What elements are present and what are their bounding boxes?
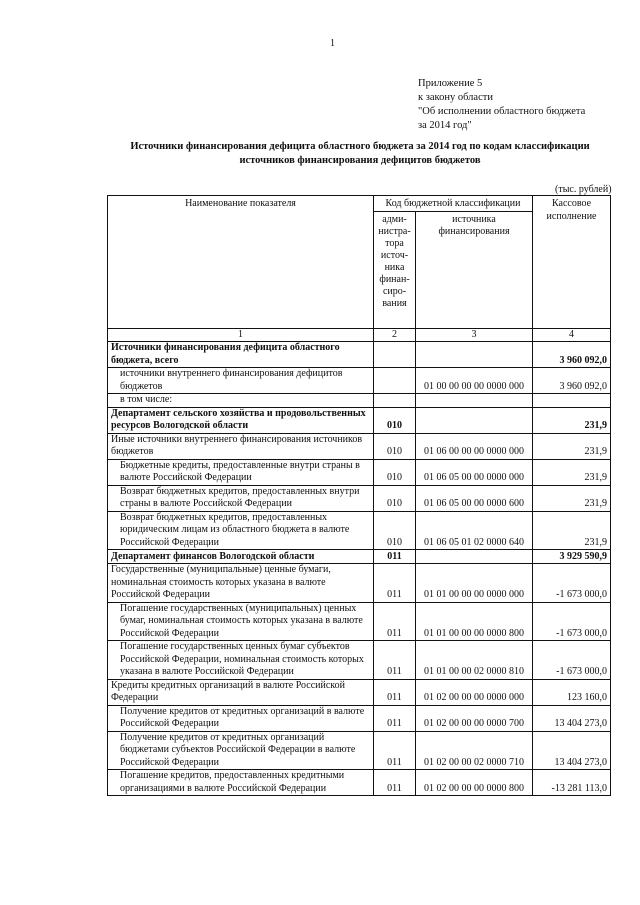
row-value: 231,9	[533, 433, 611, 459]
row-admin-code: 011	[374, 564, 416, 603]
header-exec: Кассовое исполнение	[533, 196, 611, 329]
row-value: -1 673 000,0	[533, 641, 611, 680]
row-value: -1 673 000,0	[533, 564, 611, 603]
row-name: Департамент сельского хозяйства и продовольственных ресурсов Вологодской области	[108, 407, 374, 433]
row-source-code	[416, 342, 533, 368]
row-value: 231,9	[533, 511, 611, 550]
row-source-code: 01 02 00 00 00 0000 700	[416, 705, 533, 731]
header-admin	[374, 211, 416, 328]
table-row	[108, 485, 611, 511]
row-admin-code	[374, 342, 416, 368]
row-name: Иные источники внутреннего финансирования источников бюджетов	[108, 433, 374, 459]
table-row	[108, 770, 611, 796]
appendix-note	[418, 77, 585, 133]
row-name: Департамент финансов Вологодской области	[108, 550, 374, 564]
financing-table	[107, 195, 611, 796]
row-value: 231,9	[533, 485, 611, 511]
row-admin-code: 010	[374, 433, 416, 459]
row-admin-code: 011	[374, 679, 416, 705]
row-source-code: 01 06 05 00 00 0000 000	[416, 459, 533, 485]
title-line: Источники финансирования дефицита областного бюджета за 2014 год по кодам классификации	[130, 141, 590, 152]
header-source: источника финансирования	[416, 211, 533, 328]
table-row	[108, 407, 611, 433]
row-admin-code: 011	[374, 641, 416, 680]
column-number: 3	[416, 328, 533, 342]
appendix-line: Приложение 5	[418, 78, 483, 89]
column-number: 4	[533, 328, 611, 342]
table-row	[108, 705, 611, 731]
units-note: (тыс. рублей)	[555, 184, 612, 195]
row-value: 123 160,0	[533, 679, 611, 705]
row-source-code: 01 02 00 00 00 0000 800	[416, 770, 533, 796]
row-source-code	[416, 394, 533, 408]
row-admin-code: 010	[374, 459, 416, 485]
row-value: 3 960 092,0	[533, 342, 611, 368]
row-value: 13 404 273,0	[533, 731, 611, 770]
appendix-line: "Об исполнении областного бюджета	[418, 106, 586, 117]
row-admin-code	[374, 394, 416, 408]
appendix-line: к закону области	[418, 92, 493, 103]
row-source-code: 01 06 05 01 02 0000 640	[416, 511, 533, 550]
row-value: -1 673 000,0	[533, 602, 611, 641]
row-source-code: 01 01 00 00 00 0000 000	[416, 564, 533, 603]
table-row	[108, 342, 611, 368]
row-admin-code: 011	[374, 770, 416, 796]
row-name: в том числе:	[108, 394, 374, 408]
table-row	[108, 433, 611, 459]
table-row	[108, 641, 611, 680]
row-admin-code: 011	[374, 705, 416, 731]
document-title	[110, 140, 610, 168]
row-source-code: 01 02 00 00 02 0000 710	[416, 731, 533, 770]
row-name: источники внутреннего финансирования дефицитов бюджетов	[108, 368, 374, 394]
row-value	[533, 394, 611, 408]
row-name: Возврат бюджетных кредитов, предоставленных юридическим лицам из областного бюджета в валюте Российской Федерации	[108, 511, 374, 550]
row-admin-code: 011	[374, 731, 416, 770]
row-source-code: 01 01 00 00 02 0000 810	[416, 641, 533, 680]
column-number: 2	[374, 328, 416, 342]
table-row	[108, 368, 611, 394]
table-row	[108, 679, 611, 705]
row-admin-code: 010	[374, 485, 416, 511]
row-source-code: 01 06 05 00 00 0000 600	[416, 485, 533, 511]
row-name: Погашение кредитов, предоставленных кредитными организациями в валюте Российской Федерации	[108, 770, 374, 796]
row-source-code: 01 06 00 00 00 0000 000	[416, 433, 533, 459]
row-admin-code: 010	[374, 407, 416, 433]
page-number: 1	[330, 38, 335, 49]
table-row	[108, 511, 611, 550]
row-admin-code	[374, 368, 416, 394]
table-row	[108, 564, 611, 603]
table-row	[108, 459, 611, 485]
header-code: Код бюджетной классификации	[374, 196, 533, 212]
row-value: 3 960 092,0	[533, 368, 611, 394]
appendix-line: за 2014 год"	[418, 120, 472, 131]
row-admin-code: 011	[374, 550, 416, 564]
row-source-code: 01 01 00 00 00 0000 800	[416, 602, 533, 641]
row-name: Источники финансирования дефицита областного бюджета, всего	[108, 342, 374, 368]
row-admin-code: 010	[374, 511, 416, 550]
column-number: 1	[108, 328, 374, 342]
row-name: Возврат бюджетных кредитов, предоставленных внутри страны в валюте Российской Федерации	[108, 485, 374, 511]
row-value: 13 404 273,0	[533, 705, 611, 731]
row-value: 231,9	[533, 459, 611, 485]
table-body	[108, 342, 611, 796]
row-source-code: 01 00 00 00 00 0000 000	[416, 368, 533, 394]
row-name: Погашение государственных ценных бумаг субъектов Российской Федерации, номинальная стоимость которых указана в валюте Российской Федерации	[108, 641, 374, 680]
table-row	[108, 602, 611, 641]
row-name: Погашение государственных (муниципальных) ценных бумаг, номинальная стоимость которых указана в валюте Российской Федерации	[108, 602, 374, 641]
row-value: 3 929 590,9	[533, 550, 611, 564]
row-admin-code: 011	[374, 602, 416, 641]
row-name: Кредиты кредитных организаций в валюте Российской Федерации	[108, 679, 374, 705]
header-name: Наименование показателя	[108, 196, 374, 329]
row-value: 231,9	[533, 407, 611, 433]
table-row	[108, 394, 611, 408]
row-source-code: 01 02 00 00 00 0000 000	[416, 679, 533, 705]
header-admin-text: адми- нистра- тора источ- ника финан- сиро- вания	[378, 213, 411, 309]
title-line: источников финансирования дефицитов бюджетов	[239, 155, 481, 166]
row-source-code	[416, 407, 533, 433]
table-row	[108, 550, 611, 564]
row-name: Получение кредитов от кредитных организаций бюджетами субъектов Российской Федерации в валюте Российской Федерации	[108, 731, 374, 770]
row-name: Государственные (муниципальные) ценные бумаги, номинальная стоимость которых указана в валюте Российской Федерации	[108, 564, 374, 603]
row-name: Получение кредитов от кредитных организаций в валюте Российской Федерации	[108, 705, 374, 731]
row-name: Бюджетные кредиты, предоставленные внутри страны в валюте Российской Федерации	[108, 459, 374, 485]
row-value: -13 281 113,0	[533, 770, 611, 796]
table-row	[108, 731, 611, 770]
row-source-code	[416, 550, 533, 564]
